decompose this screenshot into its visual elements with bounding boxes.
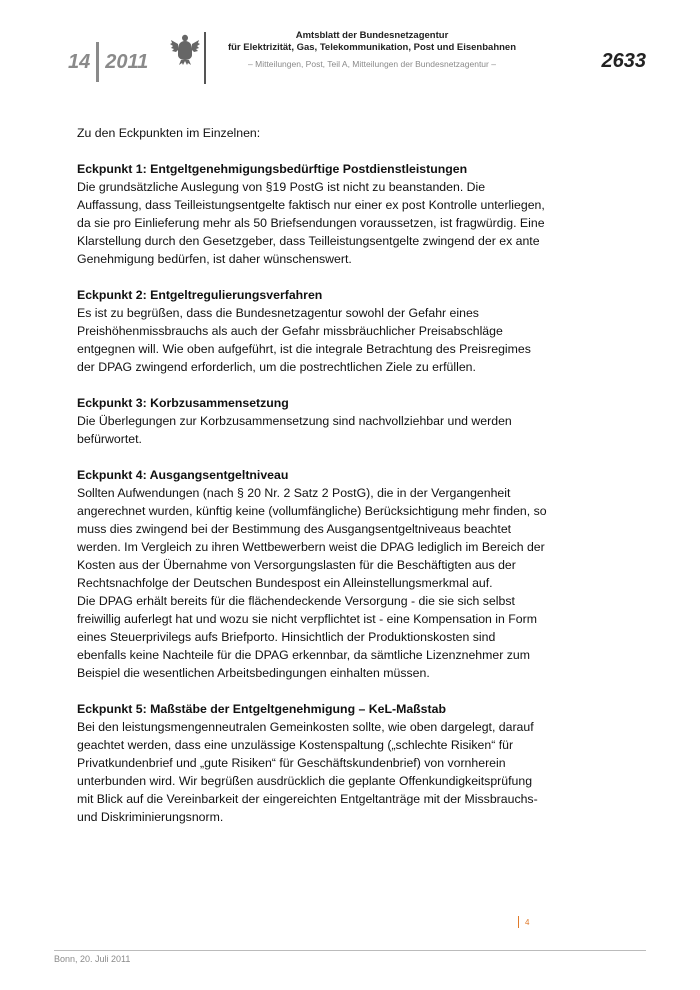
section-paragraph: Die grundsätzliche Auslegung von §19 PostG ist nicht zu beanstanden. Die Auffassung, dass Teilleistungsentgelte faktisch nur einer ex post Kontrolle unterliegen, da sie pro Einlieferung mehr als 50 Briefsendungen voraussetzen, ist fragwürdig. Eine Klarstellung durch den Gesetzgeber, dass Teilleistungsentgelte zwingend der ex ante Genehmigung bedürfen, ist daher wünschenswert. [77, 180, 545, 266]
section-eckpunkt-4 [77, 466, 547, 682]
footer-date: Bonn, 20. Juli 2011 [54, 954, 131, 964]
issue-year: 2011 [105, 50, 149, 73]
federal-eagle-icon [170, 32, 200, 66]
inner-page-number [518, 916, 529, 928]
page-number: 2633 [601, 50, 646, 72]
gazette-title: Amtsblatt der Bundesnetzagentur [295, 30, 449, 41]
section-paragraph: Sollten Aufwendungen (nach § 20 Nr. 2 Satz 2 PostG), die in der Vergangenheit angerechnet wurden, künftig keine (vollumfängliche) Berücksichtigung mehr finden, so muss dies zwingend bei der Bestimmung des Ausgangsentgeltniveaus beachtet werden. Im Vergleich zu ihren Wettbewerbern weist die DPAG lediglich im Bereich der Kosten aus der Übernahme von Versorgungslasten für die Beschäftigten aus der Rechtsnachfolge der Deutschen Bundespost ein Alleinstellungsmerkmal auf. [77, 486, 547, 590]
section-eckpunkt-1 [77, 160, 547, 268]
section-heading: Eckpunkt 5: Maßstäbe der Entgeltgenehmigung – KeL-Maßstab [77, 702, 446, 716]
section-heading: Eckpunkt 2: Entgeltregulierungsverfahren [77, 288, 323, 302]
section-paragraph: Die DPAG erhält bereits für die flächendeckende Versorgung - die sie sich selbst freiwillig auferlegt hat und wozu sie nicht verpflichtet ist - eine Kompensation in Form eines Steuerprivilegs aufs Briefporto. Hinsichtlich der Produktionskosten sind ebenfalls keine Nachteile für die DPAG erkennbar, da sämtliche Lizenznehmer zum Beispiel die wesentlichen Arbeitsbedingungen einhalten müssen. [77, 594, 537, 680]
gazette-header [222, 30, 522, 69]
issue-number: 14 [68, 50, 91, 73]
section-paragraph: Es ist zu begrüßen, dass die Bundesnetzagentur sowohl der Gefahr eines Preishöhenmissbrauchs als auch der Gefahr missbräuchlicher Preisabschläge entgegnen will. Wie oben aufgeführt, ist die integrale Betrachtung des Preisregimes der DPAG zwingend erforderlich, um die postrechtlichen Ziele zu erfüllen. [77, 306, 531, 374]
section-heading: Eckpunkt 1: Entgeltgenehmigungsbedürftige Postdienstleistungen [77, 162, 468, 176]
section-paragraph: Bei den leistungsmengenneutralen Gemeinkosten sollte, wie oben dargelegt, darauf geachtet werden, dass eine unzulässige Kostenspaltung („schlechte Risiken“ für Privatkundenbrief und „gute Risiken“ für Geschäftskundenbrief) von vornherein unterbunden wird. Wir begrüßen ausdrücklich die geplante Offenkundigkeitsprüfung mit Blick auf die Vereinbarkeit der eingereichten Entgeltanträge mit der Missbrauchs- und Diskriminierungsnorm. [77, 720, 538, 824]
section-heading: Eckpunkt 3: Korbzusammensetzung [77, 396, 289, 410]
inner-page-divider [518, 916, 519, 928]
inner-page-number-text: 4 [525, 917, 530, 927]
issue-divider [96, 42, 99, 82]
issue-badge [68, 48, 148, 76]
intro-text: Zu den Eckpunkten im Einzelnen: [77, 126, 261, 140]
gazette-subtitle: für Elektrizität, Gas, Telekommunikation, Post und Eisenbahnen [227, 42, 517, 53]
section-eckpunkt-2 [77, 286, 547, 376]
header-divider [204, 32, 206, 84]
section-eckpunkt-3 [77, 394, 547, 448]
gazette-section: – Mitteilungen, Post, Teil A, Mitteilungen der Bundesnetzagentur – [248, 59, 496, 69]
footer-divider [54, 950, 646, 951]
section-heading: Eckpunkt 4: Ausgangsentgeltniveau [77, 468, 289, 482]
section-eckpunkt-5 [77, 700, 547, 826]
document-body [77, 124, 547, 844]
section-paragraph: Die Überlegungen zur Korbzusammensetzung sind nachvollziehbar und werden befürwortet. [77, 414, 512, 446]
